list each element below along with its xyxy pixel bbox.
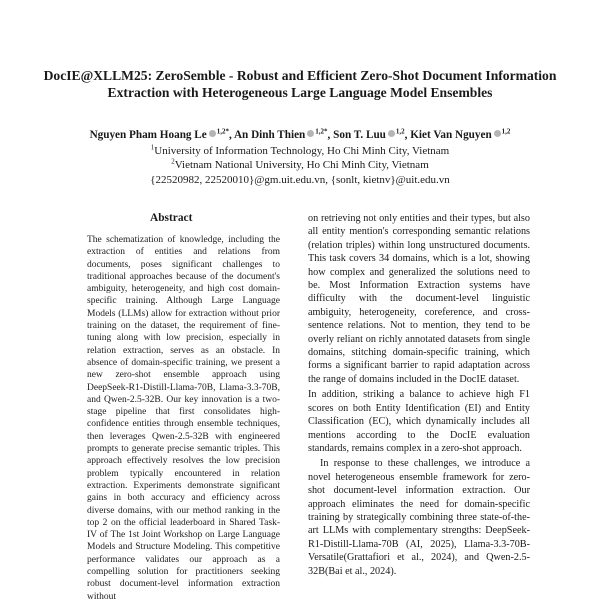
paper-title: DocIE@XLLM25: ZeroSemble - Robust and Efficient Zero-Shot Document Information Extraction with Heterogeneous Large Language Model Ensembles bbox=[43, 68, 557, 100]
author-name: Son T. Luu bbox=[333, 129, 386, 141]
abstract-body: The schematization of knowledge, including the extraction of entities and relations from documents, poses significant challenges to traditional approaches because of the document's ambiguity, heterogeneity, and high cost domain-specific training. Although Large Language Models (LLMs) allow for extraction without prior training on the dataset, the requirement of fine-tuning along with low precision, especially in relation extraction, serves as an obstacle. In absence of domain-specific training, we present a new zero-shot ensemble approach using DeepSeek-R1-Distill-Llama-70B, Llama-3.3-70B, and Qwen-2.5-32B. Our key innovation is a two-stage pipeline that first consolidates high-confidence entities through ensemble techniques, then leverages Qwen-2.5-32B with engineered prompts to generate precise semantic triples. This approach effectively resolves the low precision problem typically encountered in relation extraction. Experiments demonstrate significant gains in both accuracy and efficiency across diverse domains, with our method ranking in the top 2 on the official leaderboard in Shared Task-IV of The 1st Joint Workshop on Large Language Models and Structure Modeling. This competitive performance validates our approach as a compelling solution for practitioners seeking robust document-level information extraction without bbox=[87, 235, 280, 602]
author-name: Kiet Van Nguyen bbox=[410, 129, 492, 141]
orcid-icon bbox=[307, 130, 314, 137]
body-paragraph: In addition, striking a balance to achieve high F1 scores on both Entity Identification (EI) and Entity Classification (EC), which dynamically includes all mentions according to the DocIE evaluation standards, remains complex in a zero-shot approach. bbox=[308, 389, 530, 454]
body-paragraph: In response to these challenges, we introduce a novel heterogeneous ensemble framework for zero-shot document-level information extraction. Our approach eliminates the need for domain-specific training by strategically combining three state-of-the-art LLMs with complementary strengths: DeepSeek-R1-Distill-Llama-70B (AI, 2025), Llama-3.3-70B-Versatile(Grattafiori et al., 2024), and Qwen-2.5-32B(Bai et al., 2024). bbox=[308, 458, 530, 577]
author-affiliation-mark: 1,2* bbox=[315, 127, 328, 136]
author-affiliation-mark: 1,2 bbox=[501, 127, 511, 136]
affiliation-number: 1 bbox=[150, 143, 155, 152]
orcid-icon bbox=[494, 130, 501, 137]
affiliation-text: University of Information Technology, Ho Chi Minh City, Vietnam bbox=[154, 145, 450, 157]
body-paragraph: on retrieving not only entities and their types, but also all entity mention's corresponding semantic relations (relation triples) within long unstructured documents. This task covers 34 domains, which is a lot, showing how complex and generalized the solutions need to be. Most Information Extraction systems have difficulty with the document-level linguistic ambiguity, heterogeneity, coreference, and cross-sentence relations. Not to mention, they tend to be overly reliant on richly annotated datasets from single domains, stitching domain-specific training, which forms a significant barrier to rapid adaptation across the range of domains included in the DocIE dataset. bbox=[308, 213, 530, 385]
affiliation-line bbox=[20, 144, 580, 158]
body-column bbox=[308, 212, 530, 580]
author-affiliation-mark: 1,2 bbox=[395, 127, 405, 136]
author-name: An Dinh Thien bbox=[233, 129, 306, 141]
email-line: {22520982, 22520010}@gm.uit.edu.vn, {sonlt, kietnv}@uit.edu.vn bbox=[150, 174, 450, 186]
author-list: Nguyen Pham Hoang Le $^{1,2*}$, An Dinh Thien $^{1,2*}$, Son T. Luu $^{1,2}$, Kiet Van Nguyen $^{1,2}$ bbox=[89, 127, 511, 141]
orcid-icon bbox=[209, 130, 216, 137]
orcid-icon bbox=[388, 130, 395, 137]
affiliation-text: Vietnam National University, Ho Chi Minh City, Vietnam bbox=[174, 159, 429, 171]
affiliation-number: 2 bbox=[171, 157, 175, 166]
author-affiliation-mark: 1,2* bbox=[216, 127, 229, 136]
abstract-heading: Abstract bbox=[150, 212, 193, 224]
affiliation-line bbox=[20, 158, 580, 172]
author-name: Nguyen Pham Hoang Le bbox=[89, 129, 207, 141]
